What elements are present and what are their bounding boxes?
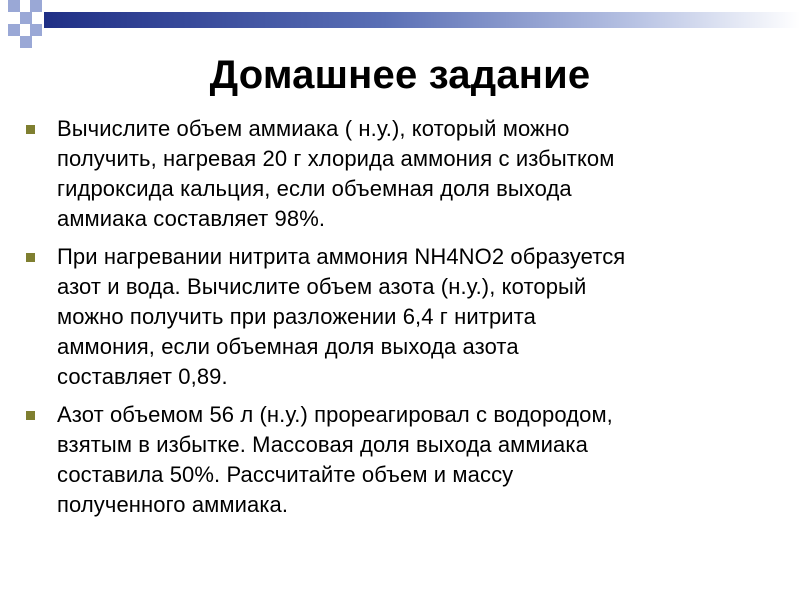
bullet-text-3: Азот объемом 56 л (н.у.) прореагировал с водородом, взятым в избытке. Массовая доля выхода аммиака составила 50%. Рассчитайте объем и массу полученного аммиака.	[57, 402, 613, 517]
checker-square	[20, 12, 32, 24]
checker-square	[8, 24, 20, 36]
checker-square	[8, 0, 20, 12]
bullet-text-2: При нагревании нитрита аммония NH4NO2 образуется азот и вода. Вычислите объем азота (н.у.), который можно получить при разложении 6,4 г нитрита аммония, если объемная доля выхода азота составляет 0,89.	[57, 244, 626, 389]
square-bullet-icon	[26, 253, 35, 262]
square-bullet-icon	[26, 411, 35, 420]
checker-square	[30, 24, 42, 36]
bullet-item-2	[24, 242, 764, 392]
bullet-item-3	[24, 400, 764, 520]
square-bullet-icon	[26, 125, 35, 134]
bullet-item-1	[24, 114, 764, 234]
bullet-text-1: Вычислите объем аммиака ( н.у.), который можно получить, нагревая 20 г хлорида аммония с избытком гидроксида кальция, если объемная доля выхода аммиака составляет 98%.	[57, 116, 615, 231]
slide-title: Домашнее задание	[209, 53, 591, 97]
checker-square	[20, 36, 32, 48]
bullet-list	[24, 114, 764, 528]
checker-square	[30, 0, 42, 12]
header-gradient-band	[44, 12, 800, 28]
